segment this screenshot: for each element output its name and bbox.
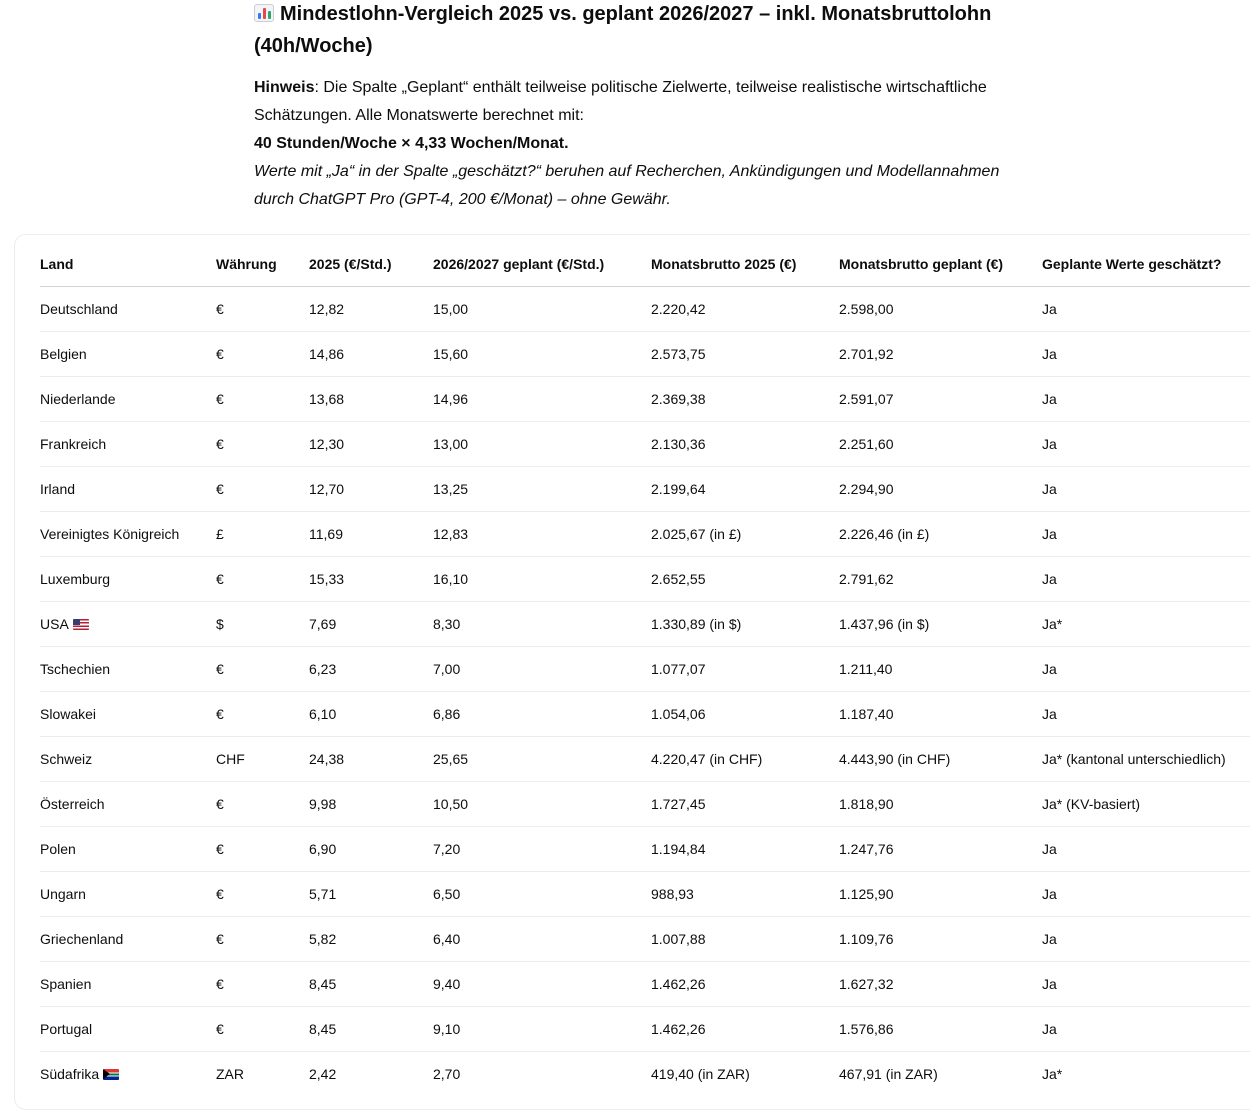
cell-country (40, 286, 216, 331)
table-container (14, 234, 1250, 1110)
cell-wage-planned (433, 1051, 651, 1096)
cell-wage-2025 (309, 421, 433, 466)
cell-text: 988,93 (651, 885, 694, 902)
cell-monthly-2025 (651, 1006, 839, 1051)
cell-text: Ja (1042, 885, 1057, 902)
cell-text: € (216, 390, 224, 407)
cell-wage-2025 (309, 961, 433, 1006)
us-flag-icon (73, 619, 89, 630)
cell-text: € (216, 885, 224, 902)
cell-text: € (216, 345, 224, 362)
cell-text: € (216, 570, 224, 587)
table-row (40, 1006, 1250, 1051)
cell-country (40, 871, 216, 916)
cell-estimated (1042, 376, 1250, 421)
cell-wage-2025 (309, 736, 433, 781)
cell-wage-planned (433, 916, 651, 961)
cell-monthly-2025 (651, 781, 839, 826)
bar-chart-icon (254, 4, 274, 22)
cell-text: 2.294,90 (839, 480, 894, 497)
cell-monthly-2025 (651, 466, 839, 511)
cell-text: 1.187,40 (839, 705, 894, 722)
note-formula: 40 Stunden/Woche × 4,33 Wochen/Monat. (254, 135, 569, 152)
cell-monthly-planned (839, 691, 1042, 736)
cell-estimated (1042, 736, 1250, 781)
cell-wage-planned (433, 376, 651, 421)
minimum-wage-table (40, 242, 1250, 1096)
cell-text: Luxemburg (40, 570, 111, 587)
cell-wage-planned (433, 1006, 651, 1051)
cell-text: 9,10 (433, 1020, 461, 1037)
cell-text: 1.462,26 (651, 975, 706, 992)
cell-text: 12,70 (309, 480, 345, 497)
cell-currency (216, 646, 309, 691)
cell-text: Ja (1042, 390, 1057, 407)
table-row (40, 871, 1250, 916)
cell-text: Portugal (40, 1020, 93, 1037)
cell-estimated (1042, 871, 1250, 916)
cell-text: 1.627,32 (839, 975, 894, 992)
cell-currency (216, 916, 309, 961)
cell-country (40, 736, 216, 781)
cell-country (40, 556, 216, 601)
cell-text: Ja (1042, 930, 1057, 947)
cell-text: 6,40 (433, 930, 461, 947)
cell-text: € (216, 300, 224, 317)
cell-wage-planned (433, 691, 651, 736)
cell-estimated (1042, 961, 1250, 1006)
cell-currency (216, 466, 309, 511)
cell-text: 419,40 (in ZAR) (651, 1065, 750, 1082)
cell-wage-2025 (309, 1006, 433, 1051)
cell-text: Ja* (KV-basiert) (1042, 795, 1141, 812)
cell-text: 1.007,88 (651, 930, 706, 947)
section-heading (254, 0, 1024, 62)
cell-text: 1.109,76 (839, 930, 894, 947)
cell-text: € (216, 1020, 224, 1037)
cell-monthly-2025 (651, 421, 839, 466)
cell-text: 6,10 (309, 705, 337, 722)
cell-text: 15,60 (433, 345, 469, 362)
cell-currency (216, 421, 309, 466)
cell-country (40, 421, 216, 466)
table-header-row (40, 242, 1250, 286)
cell-wage-2025 (309, 691, 433, 736)
cell-text: 7,69 (309, 615, 337, 632)
cell-currency (216, 331, 309, 376)
cell-monthly-2025 (651, 826, 839, 871)
cell-text: 4.443,90 (in CHF) (839, 750, 951, 767)
cell-currency (216, 286, 309, 331)
cell-wage-2025 (309, 826, 433, 871)
cell-text: 1.125,90 (839, 885, 894, 902)
cell-text: ZAR (216, 1065, 244, 1082)
cell-text: 2.652,55 (651, 570, 706, 587)
cell-text: 9,98 (309, 795, 337, 812)
cell-monthly-planned (839, 601, 1042, 646)
table-row (40, 916, 1250, 961)
column-header-wage-planned: 2026/2027 geplant (€/Std.) (433, 242, 651, 286)
cell-text: 6,86 (433, 705, 461, 722)
cell-text: 14,96 (433, 390, 469, 407)
cell-text: Ja* (1042, 615, 1063, 632)
cell-text: 467,91 (in ZAR) (839, 1065, 938, 1082)
cell-text: 24,38 (309, 750, 345, 767)
south-africa-flag-icon (103, 1069, 119, 1080)
cell-wage-planned (433, 736, 651, 781)
cell-text: Ja (1042, 480, 1057, 497)
cell-monthly-2025 (651, 736, 839, 781)
cell-text: 1.077,07 (651, 660, 706, 677)
table-row (40, 961, 1250, 1006)
cell-currency (216, 961, 309, 1006)
cell-text: 1.576,86 (839, 1020, 894, 1037)
cell-estimated (1042, 1051, 1250, 1096)
cell-monthly-planned (839, 466, 1042, 511)
cell-currency (216, 871, 309, 916)
cell-wage-2025 (309, 556, 433, 601)
cell-country (40, 691, 216, 736)
table-row (40, 511, 1250, 556)
cell-monthly-planned (839, 421, 1042, 466)
cell-monthly-2025 (651, 286, 839, 331)
cell-text: 7,20 (433, 840, 461, 857)
table-row (40, 826, 1250, 871)
cell-text: 2,42 (309, 1065, 337, 1082)
cell-monthly-planned (839, 286, 1042, 331)
cell-text: Deutschland (40, 300, 118, 317)
cell-text: 2.251,60 (839, 435, 894, 452)
cell-wage-planned (433, 286, 651, 331)
cell-text: 12,83 (433, 525, 469, 542)
cell-monthly-2025 (651, 376, 839, 421)
cell-text: 6,23 (309, 660, 337, 677)
cell-estimated (1042, 826, 1250, 871)
cell-country (40, 1051, 216, 1096)
cell-estimated (1042, 511, 1250, 556)
cell-wage-2025 (309, 871, 433, 916)
cell-country (40, 961, 216, 1006)
cell-text: 1.247,76 (839, 840, 894, 857)
cell-text: 2.591,07 (839, 390, 894, 407)
cell-text: 7,00 (433, 660, 461, 677)
cell-currency (216, 1051, 309, 1096)
cell-text: € (216, 480, 224, 497)
cell-wage-planned (433, 781, 651, 826)
column-header-currency: Währung (216, 242, 309, 286)
cell-monthly-planned (839, 376, 1042, 421)
table-row (40, 601, 1250, 646)
cell-text: $ (216, 615, 224, 632)
cell-text: Frankreich (40, 435, 107, 452)
cell-wage-planned (433, 871, 651, 916)
cell-text: € (216, 975, 224, 992)
cell-monthly-2025 (651, 646, 839, 691)
column-header-country: Land (40, 242, 216, 286)
table-row (40, 691, 1250, 736)
cell-wage-2025 (309, 331, 433, 376)
table-row (40, 376, 1250, 421)
cell-estimated (1042, 286, 1250, 331)
cell-estimated (1042, 556, 1250, 601)
note-paragraph (254, 74, 1024, 214)
cell-wage-planned (433, 646, 651, 691)
cell-estimated (1042, 601, 1250, 646)
cell-text: 5,71 (309, 885, 337, 902)
cell-wage-2025 (309, 916, 433, 961)
cell-text: 2.226,46 (in £) (839, 525, 930, 542)
cell-monthly-2025 (651, 691, 839, 736)
cell-monthly-planned (839, 826, 1042, 871)
cell-wage-planned (433, 826, 651, 871)
cell-text: Ja (1042, 1020, 1057, 1037)
cell-currency (216, 691, 309, 736)
column-header-wage-2025: 2025 (€/Std.) (309, 242, 433, 286)
cell-text: 2.220,42 (651, 300, 706, 317)
table-row (40, 1051, 1250, 1096)
cell-text: 1.462,26 (651, 1020, 706, 1037)
cell-monthly-2025 (651, 556, 839, 601)
cell-text: 13,68 (309, 390, 345, 407)
cell-text: 25,65 (433, 750, 469, 767)
cell-text: 1.818,90 (839, 795, 894, 812)
cell-text: 12,82 (309, 300, 345, 317)
cell-text: 5,82 (309, 930, 337, 947)
cell-estimated (1042, 466, 1250, 511)
table-row (40, 646, 1250, 691)
cell-wage-2025 (309, 286, 433, 331)
cell-text: 1.211,40 (839, 660, 893, 677)
cell-text: 2.130,36 (651, 435, 706, 452)
table-row (40, 331, 1250, 376)
cell-monthly-planned (839, 916, 1042, 961)
cell-text: 2.025,67 (in £) (651, 525, 742, 542)
cell-text: 2.369,38 (651, 390, 706, 407)
cell-wage-2025 (309, 376, 433, 421)
cell-text: 12,30 (309, 435, 345, 452)
response-intro (254, 0, 1024, 214)
cell-text: 6,90 (309, 840, 337, 857)
cell-text: 15,33 (309, 570, 345, 587)
cell-currency (216, 1006, 309, 1051)
cell-country (40, 331, 216, 376)
cell-country (40, 511, 216, 556)
cell-text: € (216, 840, 224, 857)
cell-text: 1.437,96 (in $) (839, 615, 930, 632)
cell-text: Ja (1042, 975, 1057, 992)
cell-wage-2025 (309, 601, 433, 646)
cell-wage-2025 (309, 511, 433, 556)
cell-text: USA (40, 615, 69, 632)
cell-text: 2.573,75 (651, 345, 706, 362)
cell-wage-planned (433, 331, 651, 376)
cell-text: Ja (1042, 525, 1057, 542)
cell-wage-2025 (309, 466, 433, 511)
cell-monthly-2025 (651, 1051, 839, 1096)
cell-country (40, 466, 216, 511)
cell-text: 11,69 (309, 525, 343, 542)
cell-text: Vereinigtes Königreich (40, 525, 180, 542)
table-row (40, 421, 1250, 466)
cell-text: 1.054,06 (651, 705, 706, 722)
cell-estimated (1042, 331, 1250, 376)
cell-text: Ja (1042, 705, 1057, 722)
cell-text: € (216, 930, 224, 947)
cell-wage-planned (433, 601, 651, 646)
cell-estimated (1042, 646, 1250, 691)
cell-wage-2025 (309, 781, 433, 826)
cell-country (40, 1006, 216, 1051)
cell-country (40, 916, 216, 961)
cell-wage-2025 (309, 1051, 433, 1096)
cell-wage-planned (433, 556, 651, 601)
cell-text: Polen (40, 840, 76, 857)
cell-country (40, 646, 216, 691)
cell-wage-planned (433, 511, 651, 556)
cell-monthly-planned (839, 331, 1042, 376)
cell-monthly-2025 (651, 871, 839, 916)
cell-country (40, 601, 216, 646)
cell-text: 2.598,00 (839, 300, 894, 317)
cell-monthly-planned (839, 871, 1042, 916)
cell-text: Ja (1042, 660, 1057, 677)
cell-estimated (1042, 691, 1250, 736)
cell-text: 2.701,92 (839, 345, 894, 362)
cell-estimated (1042, 781, 1250, 826)
cell-currency (216, 376, 309, 421)
cell-text: Slowakei (40, 705, 97, 722)
cell-text: 8,30 (433, 615, 461, 632)
cell-text: Ja* (kantonal unterschiedlich) (1042, 750, 1226, 767)
cell-estimated (1042, 916, 1250, 961)
cell-text: Griechenland (40, 930, 124, 947)
cell-currency (216, 556, 309, 601)
cell-text: 13,25 (433, 480, 469, 497)
cell-text: 2,70 (433, 1065, 461, 1082)
cell-monthly-2025 (651, 961, 839, 1006)
cell-wage-2025 (309, 646, 433, 691)
table-body (40, 286, 1250, 1096)
cell-text: CHF (216, 750, 245, 767)
cell-monthly-2025 (651, 601, 839, 646)
table-row (40, 286, 1250, 331)
cell-estimated (1042, 1006, 1250, 1051)
cell-text: Belgien (40, 345, 87, 362)
cell-text: 13,00 (433, 435, 469, 452)
cell-text: Schweiz (40, 750, 93, 767)
cell-monthly-planned (839, 961, 1042, 1006)
cell-text: Tschechien (40, 660, 111, 677)
cell-text: 1.330,89 (in $) (651, 615, 742, 632)
note-label: Hinweis (254, 79, 315, 96)
cell-text: € (216, 705, 224, 722)
heading-text: Mindestlohn-Vergleich 2025 vs. geplant 2026/2027 – inkl. Monatsbruttolohn (40h/Woche) (254, 3, 992, 57)
cell-text: 8,45 (309, 975, 337, 992)
cell-text: Niederlande (40, 390, 116, 407)
table-row (40, 781, 1250, 826)
cell-monthly-planned (839, 556, 1042, 601)
cell-text: Ja (1042, 840, 1057, 857)
cell-text: € (216, 795, 224, 812)
cell-estimated (1042, 421, 1250, 466)
cell-currency (216, 826, 309, 871)
cell-text: Ja (1042, 570, 1057, 587)
cell-text: Ungarn (40, 885, 86, 902)
column-header-monthly-planned: Monatsbrutto geplant (€) (839, 242, 1042, 286)
table-header (40, 242, 1250, 286)
cell-text: € (216, 660, 224, 677)
cell-monthly-planned (839, 646, 1042, 691)
cell-text: 10,50 (433, 795, 469, 812)
cell-monthly-planned (839, 781, 1042, 826)
cell-monthly-2025 (651, 331, 839, 376)
cell-monthly-planned (839, 1006, 1042, 1051)
cell-monthly-planned (839, 511, 1042, 556)
cell-text: 9,40 (433, 975, 461, 992)
cell-text: 4.220,47 (in CHF) (651, 750, 763, 767)
cell-text: 2.791,62 (839, 570, 894, 587)
cell-country (40, 826, 216, 871)
cell-monthly-2025 (651, 511, 839, 556)
cell-text: 1.194,84 (651, 840, 706, 857)
cell-currency (216, 781, 309, 826)
cell-text: Spanien (40, 975, 92, 992)
cell-text: Österreich (40, 795, 105, 812)
cell-text: 6,50 (433, 885, 461, 902)
cell-text: 16,10 (433, 570, 469, 587)
note-disclaimer: Werte mit „Ja“ in der Spalte „geschätzt?“ beruhen auf Recherchen, Ankündigungen und Modellannahmen durch ChatGPT Pro (GPT-4, 200 €/Monat) – ohne Gewähr. (254, 163, 1000, 208)
cell-currency (216, 736, 309, 781)
table-row (40, 556, 1250, 601)
cell-currency (216, 601, 309, 646)
cell-text: 14,86 (309, 345, 345, 362)
cell-text: Ja (1042, 435, 1057, 452)
cell-text: 15,00 (433, 300, 469, 317)
cell-text: 1.727,45 (651, 795, 706, 812)
cell-text: Irland (40, 480, 76, 497)
cell-wage-planned (433, 961, 651, 1006)
cell-monthly-2025 (651, 916, 839, 961)
cell-country (40, 376, 216, 421)
column-header-estimated: Geplante Werte geschätzt? (1042, 242, 1250, 286)
cell-text: Ja (1042, 300, 1057, 317)
cell-monthly-planned (839, 1051, 1042, 1096)
cell-monthly-planned (839, 736, 1042, 781)
table-row (40, 466, 1250, 511)
column-header-monthly-2025: Monatsbrutto 2025 (€) (651, 242, 839, 286)
cell-text: 2.199,64 (651, 480, 706, 497)
cell-text: Ja* (1042, 1065, 1063, 1082)
cell-wage-planned (433, 466, 651, 511)
cell-text: Ja (1042, 345, 1057, 362)
cell-text: 8,45 (309, 1020, 337, 1037)
cell-text: £ (216, 525, 224, 542)
cell-currency (216, 511, 309, 556)
cell-wage-planned (433, 421, 651, 466)
cell-text: € (216, 435, 224, 452)
note-text: : Die Spalte „Geplant“ enthält teilweise politische Zielwerte, teilweise realistische wirtschaftliche Schätzungen. Alle Monatswerte berechnet mit: (254, 79, 987, 124)
cell-text: Südafrika (40, 1065, 100, 1082)
table-row (40, 736, 1250, 781)
cell-country (40, 781, 216, 826)
